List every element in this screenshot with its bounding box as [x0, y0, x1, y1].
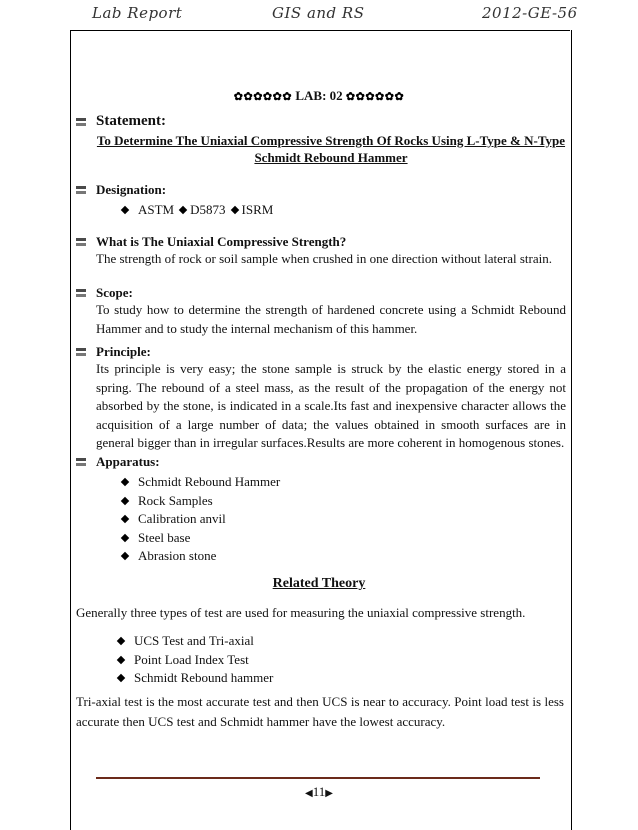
arrow-right-icon: ▶	[325, 788, 333, 799]
statement-heading-row	[76, 113, 566, 130]
scope-heading-row	[76, 285, 566, 301]
list-item	[118, 632, 518, 651]
principle-text: Its principle is very easy; the stone sample is struck by the elastic energy stored in a spring. The rebound of a steel mass, as the result of the propagation of the energy not absorbed by the stone, is indicated in a scale.Its fast and inexpensive character allows the acquisition of a large number of data; the values obtained in smooth surfaces are in general bigger than in irregular surfaces.Results are more coherent in homogenous stones.	[96, 361, 566, 450]
principle-heading-row	[76, 344, 566, 360]
scope-text: To study how to determine the strength of hardened concrete using a Schmidt Rebound Hammer and to study the internal mechanism of this hammer.	[96, 302, 566, 336]
diamond-bullet-icon	[121, 534, 129, 542]
bullet-icon	[76, 457, 86, 467]
page-number-text: 11	[312, 784, 326, 799]
apparatus-heading: Apparatus:	[96, 454, 160, 469]
bullet-icon	[76, 185, 86, 195]
bullet-icon	[76, 288, 86, 298]
ucs-heading: What is The Uniaxial Compressive Strength?	[96, 234, 347, 249]
apparatus-list	[122, 473, 566, 566]
designation-heading: Designation:	[96, 182, 167, 197]
test-type-list	[118, 632, 518, 688]
principle-section	[76, 344, 566, 453]
test-type-item: Schmidt Rebound hammer	[134, 670, 274, 685]
designation-section	[76, 182, 566, 218]
ucs-text: The strength of rock or soil sample when crushed in one direction without lateral strain.	[96, 251, 552, 266]
list-item	[118, 651, 518, 670]
designation-item: D5873	[190, 202, 226, 217]
footer-rule	[96, 777, 540, 779]
apparatus-item: Calibration anvil	[138, 511, 226, 526]
apparatus-item: Steel base	[138, 529, 191, 545]
apparatus-item: Schmidt Rebound Hammer	[138, 474, 281, 489]
lab-title-text: LAB: 02	[295, 88, 343, 103]
diamond-bullet-icon	[121, 478, 129, 486]
designation-list	[122, 202, 566, 218]
designation-item: ISRM	[241, 202, 274, 217]
apparatus-heading-row	[76, 454, 566, 470]
diamond-bullet-icon	[121, 206, 129, 214]
designation-item: ASTM	[138, 202, 175, 217]
statement-title: To Determine The Uniaxial Compressive Strength Of Rocks Using L-Type & N-Type Schmidt Rebound Hammer	[96, 133, 566, 165]
apparatus-section	[76, 454, 566, 566]
principle-heading: Principle:	[96, 344, 151, 359]
bullet-icon	[76, 237, 86, 247]
star-decoration-left: ✿✿✿✿✿✿	[233, 91, 293, 103]
test-type-item: Point Load Index Test	[134, 651, 249, 667]
scope-section	[76, 285, 566, 338]
bullet-icon	[76, 117, 86, 127]
header-center: GIS and RS	[272, 4, 365, 22]
related-theory-heading: Related Theory	[272, 576, 366, 591]
diamond-bullet-icon	[121, 497, 129, 505]
bullet-icon	[76, 347, 86, 357]
header-right: 2012-GE-56	[482, 4, 578, 22]
diamond-bullet-icon	[117, 637, 125, 645]
test-type-item: UCS Test and Tri-axial	[134, 633, 254, 648]
list-item	[122, 510, 566, 529]
diamond-bullet-icon	[117, 674, 125, 682]
lab-title	[0, 88, 638, 104]
diamond-bullet-icon	[121, 552, 129, 560]
designation-heading-row	[76, 182, 566, 198]
diamond-bullet-icon	[179, 206, 187, 214]
arrow-left-icon: ◀	[305, 788, 313, 799]
diamond-bullet-icon	[121, 515, 129, 523]
statement-section	[76, 113, 566, 166]
related-theory-closing: Tri-axial test is the most accurate test and then UCS is near to accuracy. Point load test is less accurate then UCS test and Schmidt hammer have the lowest accuracy.	[76, 694, 564, 729]
star-decoration-right: ✿✿✿✿✿✿	[345, 91, 405, 103]
diamond-bullet-icon	[117, 656, 125, 664]
list-item	[122, 529, 566, 548]
list-item	[122, 492, 566, 511]
ucs-definition-section	[76, 234, 566, 269]
ucs-heading-row	[76, 234, 566, 250]
statement-heading: Statement:	[96, 113, 166, 129]
list-item	[122, 547, 566, 566]
scope-heading: Scope:	[96, 285, 133, 300]
header-left: Lab Report	[92, 4, 183, 22]
diamond-bullet-icon	[230, 206, 238, 214]
list-item	[122, 473, 566, 492]
page-number	[0, 784, 638, 800]
apparatus-item: Rock Samples	[138, 492, 213, 508]
related-theory-intro: Generally three types of test are used for measuring the uniaxial compressive strength.	[76, 605, 526, 620]
list-item	[118, 669, 518, 688]
header-rule	[70, 30, 570, 31]
apparatus-item: Abrasion stone	[138, 548, 217, 563]
